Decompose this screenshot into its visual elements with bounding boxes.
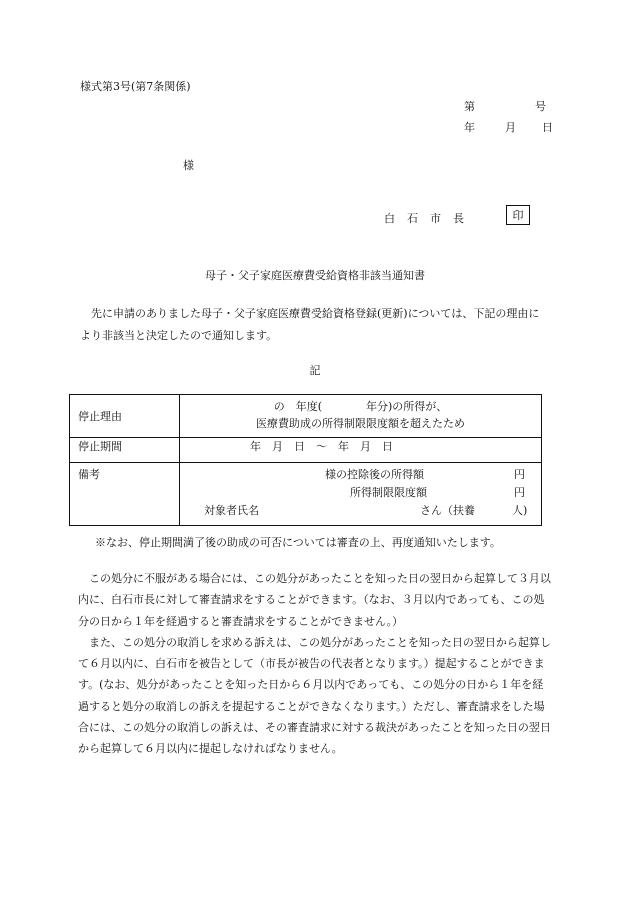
issuer-name: 白石市長: [384, 212, 476, 225]
persons-label: 人): [512, 504, 528, 517]
dependents-label: さん（扶養: [420, 504, 475, 517]
remarks-value: [180, 463, 542, 526]
seal-label: 印: [512, 209, 524, 222]
subject-name-label: 対象者氏名: [204, 504, 259, 517]
form-number: 様式第3号(第7条関係): [80, 80, 191, 93]
reason-label: 停止理由: [70, 395, 180, 438]
appeal-paragraph-1: この処分に不服がある場合には、この処分があったことを知った日の翌日から起算して３月以内に、白石市長に対して審査請求をすることができます。（なお、３月以内であっても、この処分の日から１年を経過すると審査請求をすることができません。）: [78, 572, 551, 628]
recipient-suffix: 様: [183, 159, 194, 172]
period-text: 年 月 日 ～ 年 月 日: [250, 440, 393, 453]
period-value: [180, 438, 542, 463]
intro-paragraph: 先に申請のありました母子・父子家庭医療費受給資格登録(更新)については、下記の理由により非該当と決定したので通知します。: [80, 307, 540, 342]
appeal-paragraph-2: また、この処分の取消しを求める訴えは、この処分があったことを知った日の翌日から起算して６月以内に、白石市を被告として（市長が被告の代表者となります。）提起することができます。(なお、処分があったことを知った日から６月以内であっても、この処分の日から１年を経過すると処分の取消しの訴えを提起することができなくなります。）ただし、審査請求をした場合には、この処分の取消しの訴えは、その審査請求に対する裁決があったことを知った日の翌日から起算して６月以内に提起しなければなりません。: [78, 635, 551, 756]
document-title: 母子・父子家庭医療費受給資格非該当通知書: [205, 269, 425, 282]
remarks-label: 備考: [70, 463, 180, 526]
doc-number-prefix: 第: [464, 100, 475, 113]
date-month: 月: [505, 121, 516, 134]
limit-label: 所得制限限度額: [350, 486, 427, 499]
appeal-instructions: [78, 568, 554, 760]
table-row-period: [70, 438, 542, 463]
table-row-reason: [70, 395, 542, 438]
notice-text: ※なお、停止期間満了後の助成の可否については審査の上、再度通知いたします。: [95, 536, 501, 549]
deduction-label: 様の控除後の所得額: [325, 468, 424, 481]
reason-line-1: の 年度( 年分)の所得が、: [273, 400, 448, 413]
period-label: 停止期間: [70, 438, 180, 463]
table-row-remarks: [70, 463, 542, 526]
document-date: [464, 119, 553, 135]
seal-box: [506, 205, 530, 225]
yen-1: 円: [514, 468, 525, 481]
reason-line-2: 医療費助成の所得制限限度額を超えたため: [256, 417, 465, 430]
doc-number-suffix: 号: [535, 100, 546, 113]
date-day: 日: [542, 121, 553, 134]
date-year: 年: [464, 121, 475, 134]
yen-2: 円: [514, 486, 525, 499]
document-number: [464, 98, 546, 114]
ki-heading: 記: [309, 364, 321, 377]
reason-value: [180, 395, 542, 438]
details-table: [69, 394, 542, 526]
